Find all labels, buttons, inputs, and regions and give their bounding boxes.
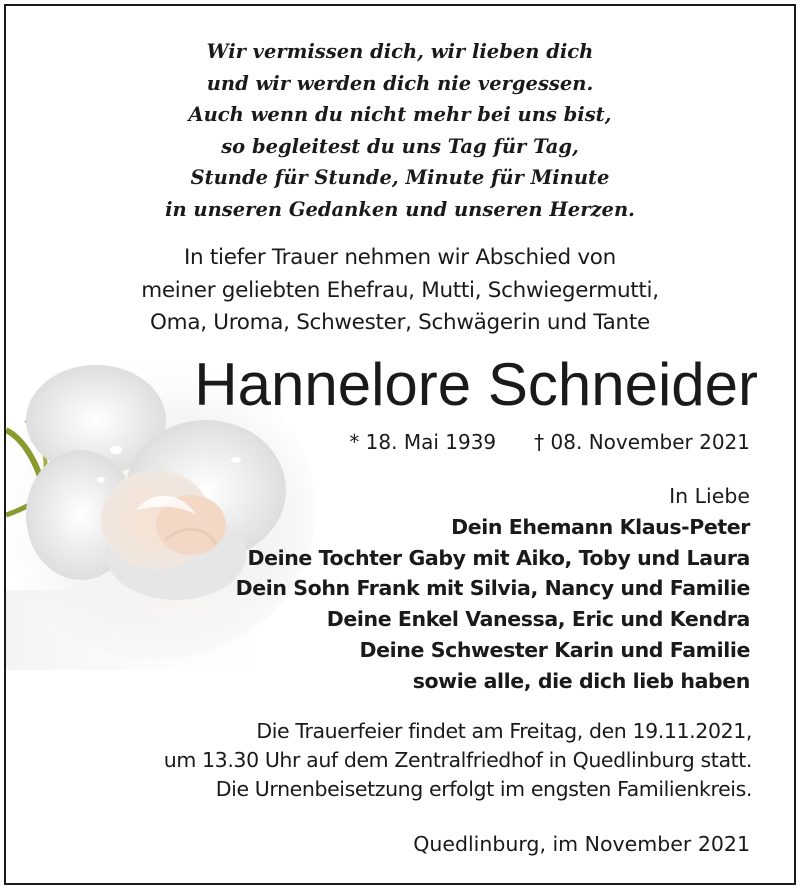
service-line: um 13.30 Uhr auf dem Zentralfriedhof in Quedlinburg statt.	[163, 748, 752, 772]
poem-line: Wir vermissen dich, wir lieben dich	[206, 40, 594, 63]
service-line: Die Urnenbeisetzung erfolgt im engsten Familienkreis.	[215, 777, 752, 801]
intro-line: Oma, Uroma, Schwester, Schwägerin und Tante	[150, 310, 650, 335]
mourners-heading: In Liebe	[669, 484, 750, 508]
poem-line: Auch wenn du nicht mehr bei uns bist,	[188, 103, 612, 127]
funeral-service-info	[164, 717, 752, 804]
mourner-entry: Deine Enkel Vanessa, Eric und Kendra	[326, 607, 750, 632]
death-date: † 08. November 2021	[534, 430, 750, 454]
mourning-intro	[0, 242, 800, 340]
mourner-entry: sowie alle, die dich lieb haben	[412, 668, 750, 693]
poem-line: Stunde für Stunde, Minute für Minute	[190, 166, 610, 190]
poem-line: so begleitest du uns Tag für Tag,	[221, 134, 579, 158]
intro-line: In tiefer Trauer nehmen wir Abschied von	[184, 245, 616, 270]
service-line: Die Trauerfeier findet am Freitag, den 19.11.2021,	[256, 719, 752, 743]
memorial-poem	[0, 36, 800, 226]
mourner-entry: Deine Tochter Gaby mit Aiko, Toby und Laura	[247, 545, 750, 570]
poem-line: in unseren Gedanken und unseren Herzen.	[165, 197, 635, 221]
poem-line: und wir werden dich nie vergessen.	[206, 71, 594, 95]
life-dates	[349, 428, 750, 456]
birth-date: * 18. Mai 1939	[349, 430, 497, 454]
place-and-date: Quedlinburg, im November 2021	[413, 832, 750, 856]
mourner-entry: Deine Schwester Karin und Familie	[359, 637, 750, 662]
deceased-name: Hannelore Schneider	[194, 351, 758, 418]
mourner-entry: Dein Sohn Frank mit Silvia, Nancy und Familie	[235, 576, 750, 601]
mourner-entry: Dein Ehemann Klaus-Peter	[451, 514, 750, 539]
intro-line: meiner geliebten Ehefrau, Mutti, Schwiegermutti,	[141, 277, 659, 303]
mourners-list	[236, 481, 750, 697]
